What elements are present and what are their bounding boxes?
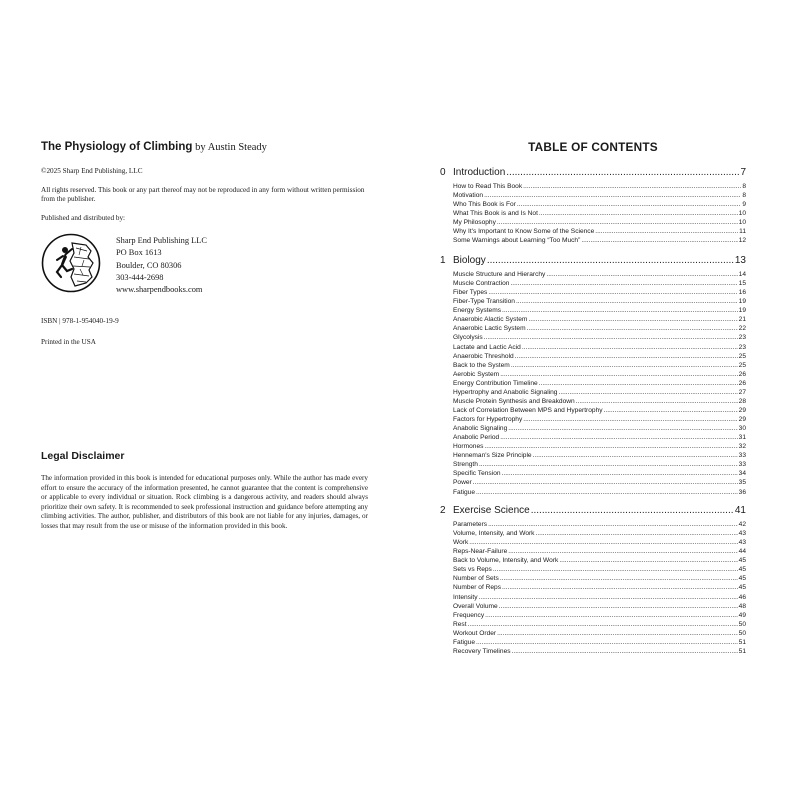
legal-disclaimer-title: Legal Disclaimer: [41, 450, 125, 462]
toc-entry-page: 43: [738, 530, 746, 538]
toc-dot-leader: [484, 442, 737, 451]
toc-chapter-title: Biology: [453, 255, 486, 266]
toc-dot-leader: [502, 583, 738, 592]
toc-entry[interactable]: [453, 352, 746, 361]
toc-entry[interactable]: [453, 529, 746, 538]
toc-entry-title: Muscle Contraction: [453, 280, 510, 288]
toc-entry[interactable]: [453, 315, 746, 324]
publisher-address: [116, 235, 207, 295]
toc-entry-page: 51: [738, 638, 746, 646]
toc-dot-leader: [502, 469, 738, 478]
toc-dot-leader: [500, 433, 737, 442]
book-title: The Physiology of Climbing: [41, 141, 193, 153]
toc-entry[interactable]: [453, 460, 746, 469]
toc-entry-title: Overall Volume: [453, 602, 498, 610]
toc-chapter-number: 2: [440, 505, 446, 516]
isbn: ISBN | 978-1-954040-19-9: [41, 317, 119, 326]
printed-in: Printed in the USA: [41, 337, 96, 346]
toc-dot-leader: [484, 191, 741, 200]
toc-dot-leader: [539, 209, 738, 218]
toc-dot-leader: [485, 611, 738, 620]
toc-entry-page: 11: [739, 228, 746, 236]
toc-dot-leader: [522, 343, 738, 352]
toc-entry[interactable]: [453, 397, 746, 406]
published-by-label: Published and distributed by:: [41, 213, 126, 222]
toc-dot-leader: [604, 406, 738, 415]
toc-chapter-heading[interactable]: [440, 167, 746, 179]
toc-dot-leader: [531, 505, 734, 517]
toc-entry-title: What This Book is and Is Not: [453, 210, 538, 218]
toc-dot-leader: [479, 593, 738, 602]
toc-entry[interactable]: [453, 638, 746, 647]
toc-entry-page: 22: [738, 325, 746, 333]
toc-entry-title: Lactate and Lactic Acid: [453, 343, 521, 351]
toc-entry[interactable]: [453, 565, 746, 574]
toc-dot-leader: [506, 167, 739, 179]
toc-entry[interactable]: [453, 361, 746, 370]
toc-entry-page: 25: [738, 352, 746, 360]
toc-entry-title: Workout Order: [453, 629, 497, 637]
toc-dot-leader: [576, 397, 738, 406]
publisher-phone: 303-444-2698: [116, 272, 164, 282]
toc-entry[interactable]: [453, 451, 746, 460]
toc-entry[interactable]: [453, 424, 746, 433]
toc-entry[interactable]: [453, 388, 746, 397]
toc-entry[interactable]: [453, 547, 746, 556]
toc-dot-leader: [500, 370, 737, 379]
toc-entry[interactable]: [453, 324, 746, 333]
toc-entry[interactable]: [453, 538, 746, 547]
toc-entry-page: 30: [738, 425, 746, 433]
toc-entry-page: 48: [738, 602, 746, 610]
toc-entry-page: 28: [738, 397, 746, 405]
toc-dot-leader: [512, 647, 738, 656]
toc-entry-page: 8: [742, 192, 746, 200]
toc-entry-page: 8: [742, 183, 746, 190]
toc-dot-leader: [559, 556, 737, 565]
toc-dot-leader: [502, 306, 738, 315]
toc-entry-page: 51: [738, 647, 746, 655]
publisher-po-box: PO Box 1613: [116, 248, 162, 258]
toc-entry[interactable]: [453, 333, 746, 342]
toc-dot-leader: [516, 297, 738, 306]
toc-entry-page: 21: [738, 316, 746, 324]
toc-entry-title: Fiber Types: [453, 289, 488, 297]
toc-entry-title: Parameters: [453, 521, 488, 528]
toc-dot-leader: [508, 424, 737, 433]
toc-entry-page: 44: [738, 548, 746, 556]
toc-chapter-heading[interactable]: [440, 505, 746, 517]
toc-entry-title: Fiber-Type Transition: [453, 298, 515, 306]
toc-entry-title: Frequency: [453, 611, 485, 619]
toc-entry-page: 23: [738, 343, 746, 351]
toc-entry-page: 33: [738, 452, 746, 460]
toc-entry-title: Anaerobic Alactic System: [453, 316, 528, 324]
toc-dot-leader: [493, 565, 738, 574]
toc-entry-page: 14: [738, 271, 746, 278]
toc-entry[interactable]: [453, 469, 746, 478]
toc-entry-page: 50: [738, 620, 746, 628]
toc-entry-title: Number of Sets: [453, 575, 499, 583]
toc-entry[interactable]: [453, 406, 746, 415]
toc-chapter-page: 7: [740, 167, 746, 178]
toc-entry[interactable]: [453, 200, 746, 209]
toc-dot-leader: [508, 547, 737, 556]
toc-dot-leader: [500, 574, 738, 583]
toc-chapter-number: 0: [440, 167, 446, 178]
toc-dot-leader: [487, 255, 734, 267]
toc-entry-page: 45: [738, 575, 746, 583]
toc-chapter-page: 13: [734, 255, 746, 266]
toc-entry-page: 43: [738, 539, 746, 547]
toc-entry[interactable]: [453, 583, 746, 592]
toc-dot-leader: [535, 529, 737, 538]
toc-dot-leader: [539, 379, 738, 388]
toc-dot-leader: [484, 333, 738, 342]
toc-entry-title: Intensity: [453, 593, 478, 601]
toc-chapter-heading[interactable]: [440, 255, 746, 267]
toc-entry-page: 45: [738, 584, 746, 592]
toc-entry[interactable]: [453, 433, 746, 442]
toc-entry-title: Back to the System: [453, 361, 510, 369]
toc-entry[interactable]: [453, 574, 746, 583]
toc-entry[interactable]: [453, 343, 746, 352]
toc-entry-title: Who This Book is For: [453, 201, 516, 209]
toc-entry-page: 19: [738, 307, 746, 315]
toc-entry[interactable]: [453, 520, 746, 529]
toc-chapter-page: 41: [734, 505, 746, 516]
publisher-city: Boulder, CO 80306: [116, 260, 182, 270]
toc-dot-leader: [558, 388, 737, 397]
toc-dot-leader: [488, 520, 738, 529]
toc-entry-page: 23: [738, 334, 746, 342]
toc-entry[interactable]: [453, 611, 746, 620]
toc-chapter-title: Introduction: [453, 167, 506, 178]
toc-entry[interactable]: [453, 620, 746, 629]
toc-entry[interactable]: [453, 442, 746, 451]
toc-entry[interactable]: [453, 218, 746, 227]
toc-dot-leader: [515, 352, 738, 361]
toc-entry-title: Fatigue: [453, 488, 475, 496]
toc-entry-page: 16: [738, 289, 746, 297]
toc-entry-title: Work: [453, 539, 469, 547]
toc-dot-leader: [533, 451, 738, 460]
toc-entry-page: 50: [738, 629, 746, 637]
author-line: by Austin Steady: [195, 142, 267, 153]
toc-entry-title: Reps-Near-Failure: [453, 548, 508, 556]
toc-entry[interactable]: [453, 488, 746, 497]
toc-entry[interactable]: [453, 227, 746, 236]
toc-entry[interactable]: [453, 370, 746, 379]
toc-entry-page: 46: [738, 593, 746, 601]
toc-entry-title: Power: [453, 479, 472, 487]
toc-entry[interactable]: [453, 556, 746, 565]
toc-entry-title: Anabolic Signaling: [453, 425, 508, 433]
toc-entry[interactable]: [453, 279, 746, 288]
toc-chapter-exercise-science: [440, 505, 746, 656]
toc-entry-page: 29: [738, 406, 746, 414]
toc-entry-title: Muscle Protein Synthesis and Breakdown: [453, 397, 575, 405]
toc-entry[interactable]: [453, 602, 746, 611]
toc-dot-leader: [523, 182, 741, 191]
toc-entry[interactable]: [453, 182, 746, 191]
toc-dot-leader: [581, 236, 737, 245]
toc-entry-title: Strength: [453, 461, 478, 469]
toc-dot-leader: [476, 638, 738, 647]
toc-entry[interactable]: [453, 478, 746, 487]
toc-entry[interactable]: [453, 629, 746, 638]
toc-dot-leader: [523, 415, 737, 424]
toc-entry-title: Lack of Correlation Between MPS and Hypertrophy: [453, 406, 603, 414]
toc-entry-title: Why It's Important to Know Some of the Science: [453, 228, 595, 236]
legal-disclaimer: [41, 450, 368, 531]
toc-entry-page: 33: [738, 461, 746, 469]
toc-entry-page: 29: [738, 416, 746, 423]
toc-entry-title: Hormones: [453, 443, 484, 451]
toc-entry[interactable]: [453, 297, 746, 306]
toc-entry-title: Motivation: [453, 192, 484, 200]
toc-dot-leader: [546, 270, 737, 279]
toc-dot-leader: [469, 538, 737, 547]
toc-entry-page: 32: [738, 443, 746, 451]
toc-entry-title: Recovery Timelines: [453, 647, 511, 655]
toc-entry-page: 10: [738, 210, 746, 218]
toc-entry-title: Factors for Hypertrophy: [453, 416, 523, 423]
toc-entry-title: Back to Volume, Intensity, and Work: [453, 557, 559, 565]
toc-entry[interactable]: [453, 415, 746, 424]
toc-entry-page: 34: [738, 470, 746, 478]
toc-chapter-introduction: [440, 167, 746, 245]
toc-entry-page: 27: [738, 388, 746, 396]
toc-entry-title: Specific Tension: [453, 470, 501, 478]
toc-dot-leader: [527, 324, 738, 333]
toc-entry[interactable]: [453, 236, 746, 245]
toc-entry-page: 31: [738, 434, 746, 442]
toc-dot-leader: [510, 279, 737, 288]
toc-entry-page: 26: [738, 379, 746, 387]
publisher-website: www.sharpendbooks.com: [116, 284, 203, 294]
toc-entry[interactable]: [453, 191, 746, 200]
toc-entry[interactable]: [453, 288, 746, 297]
toc-entry-page: 15: [738, 280, 746, 288]
toc-dot-leader: [473, 478, 738, 487]
toc-entry-title: Rest: [453, 620, 467, 628]
toc-entry-page: 45: [738, 566, 746, 574]
copyright-page: [41, 140, 371, 348]
toc-entry-title: Number of Reps: [453, 584, 502, 592]
toc-entry[interactable]: [453, 593, 746, 602]
toc-entry-page: 42: [738, 521, 746, 528]
toc-entry-list: [453, 520, 746, 656]
toc-entry-title: Fatigue: [453, 638, 475, 646]
toc-entry-title: Glycolysis: [453, 334, 483, 342]
toc-entry-page: 9: [742, 201, 746, 209]
toc-dot-leader: [499, 602, 738, 611]
toc-entry-title: Henneman's Size Principle: [453, 452, 532, 460]
toc-chapter-biology: [440, 255, 746, 497]
toc-chapter-number: 1: [440, 255, 446, 266]
toc-entry-title: Energy Systems: [453, 307, 502, 315]
toc-entry[interactable]: [453, 306, 746, 315]
toc-entry-title: Sets vs Reps: [453, 566, 492, 574]
toc-entry-title: My Philosophy: [453, 219, 496, 227]
toc-dot-leader: [497, 218, 738, 227]
toc-entry-title: Some Warnings about Learning “Too Much”: [453, 237, 581, 245]
toc-entry-page: 35: [738, 479, 746, 487]
toc-entry[interactable]: [453, 379, 746, 388]
toc-dot-leader: [476, 488, 738, 497]
toc-dot-leader: [468, 620, 738, 629]
toc-entry-title: How to Read This Book: [453, 183, 523, 190]
toc-entry[interactable]: [453, 209, 746, 218]
copyright-notice: ©2025 Sharp End Publishing, LLC: [41, 167, 143, 175]
toc-entry-page: 19: [738, 298, 746, 306]
toc-dot-leader: [528, 315, 737, 324]
publisher-name: Sharp End Publishing LLC: [116, 236, 207, 246]
toc-entry-page: 36: [738, 488, 746, 496]
publisher-block: [41, 233, 371, 301]
toc-entry-page: 25: [738, 361, 746, 369]
toc-dot-leader: [511, 361, 738, 370]
toc-entry-title: Energy Contribution Timeline: [453, 379, 538, 387]
climber-logo-icon: [41, 233, 101, 293]
toc-entry-list: [453, 182, 746, 245]
toc-entry-title: Anaerobic Threshold: [453, 352, 514, 360]
toc-entry-page: 49: [738, 611, 746, 619]
rights-notice: All rights reserved. This book or any part thereof may not be reproduced in any form without written permission from the publisher.: [41, 185, 365, 204]
toc-entry[interactable]: [453, 270, 746, 279]
toc-entry-page: 26: [738, 370, 746, 378]
toc-entry-title: Anaerobic Lactic System: [453, 325, 526, 333]
toc-dot-leader: [517, 200, 741, 209]
toc-entry-title: Aerobic System: [453, 370, 500, 378]
legal-disclaimer-text: The information provided in this book is intended for educational purposes only. While the author has made every effort to ensure the accuracy of the information presented, he cannot guarantee that the content is comprehensive or applicable to every individual or situation. Rock climbing is a dangerous activity, and readers should always prioritize their own safety. It is recommended to seek professional instruction and guidance before attempting any climbing activities. The author, publisher, and distributors of this book are not liable for any injuries, damages, or losses that may result from the use or misuse of the information provided in this book.: [41, 474, 368, 530]
toc-entry-title: Volume, Intensity, and Work: [453, 530, 535, 538]
toc-title: TABLE OF CONTENTS: [528, 140, 658, 154]
toc-entry-page: 45: [738, 557, 746, 565]
book-title-line: [41, 140, 371, 155]
toc-entry-page: 10: [738, 219, 746, 227]
toc-entry-title: Muscle Structure and Hierarchy: [453, 271, 546, 278]
toc-dot-leader: [479, 460, 738, 469]
toc-dot-leader: [595, 227, 738, 236]
toc-entry-title: Anabolic Period: [453, 434, 500, 442]
toc-dot-leader: [497, 629, 738, 638]
toc-dot-leader: [488, 288, 737, 297]
toc-entry-page: 12: [738, 237, 746, 245]
toc-entry-title: Hypertrophy and Anabolic Signaling: [453, 388, 558, 396]
toc-entry[interactable]: [453, 647, 746, 656]
toc-chapter-title: Exercise Science: [453, 505, 530, 516]
toc-entry-list: [453, 270, 746, 497]
